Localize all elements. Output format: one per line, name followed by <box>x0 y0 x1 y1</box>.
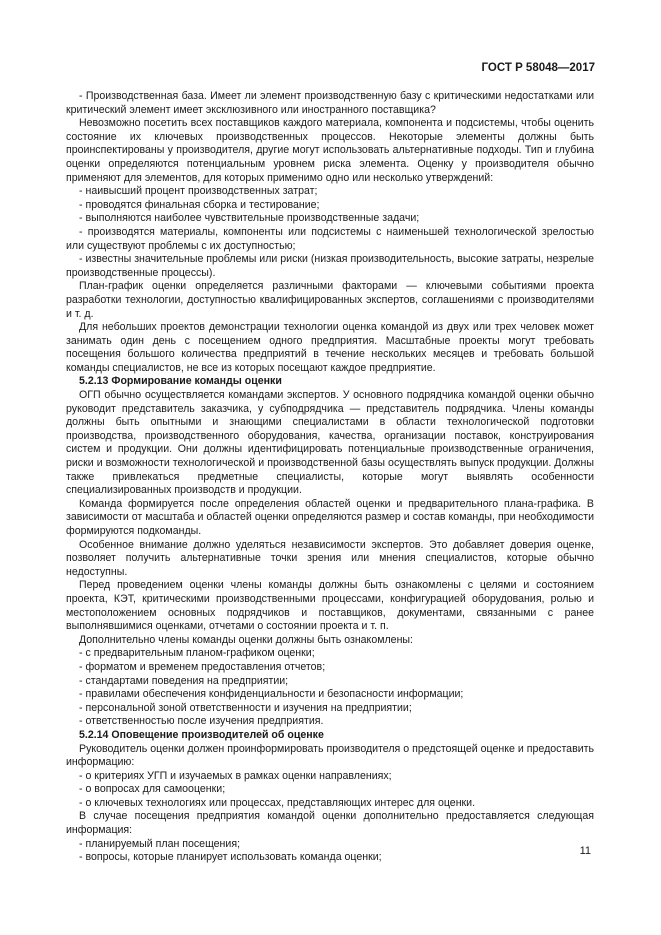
paragraph: Команда формируется после определения областей оценки и предварительного плана-графика. В зависимости от масштаба и областей оценки определяются размер и состав команды, при необходимости формируются подкоманды. <box>66 497 594 537</box>
paragraph: Руководитель оценки должен проинформировать производителя о предстоящей оценке и предоставить информацию: <box>66 742 594 769</box>
list-item: - о критериях УГП и изучаемых в рамках оценки направлениях; <box>79 769 392 782</box>
page-number: 11 <box>579 845 591 857</box>
list-item: - проводятся финальная сборка и тестирование; <box>79 198 320 211</box>
list-item: - выполняются наиболее чувствительные производственные задачи; <box>79 212 420 225</box>
document-code: ГОСТ Р 58048—2017 <box>481 62 595 74</box>
paragraph: В случае посещения предприятия командой оценки дополнительно предоставляется следующая информация: <box>66 810 594 837</box>
list-item: - наивысший процент производственных затрат; <box>79 185 318 198</box>
list-item: - персональной зоной ответственности и изучения на предприятии; <box>79 701 412 714</box>
paragraph: Перед проведением оценки члены команды должны быть ознакомлены с целями и состоянием проекта, КЭТ, критическими производственными процессами, конфигурацией оборудования, ролью и местоположением основных подрядчиков и поставщиков, документами, связанными с ранее выполнявшимися оценками, отчетами о состоянии проекта и т. п. <box>66 579 594 633</box>
list-item: - с предварительным планом-графиком оценки; <box>79 647 315 660</box>
list-item: - Производственная база. Имеет ли элемент производственную базу с критическими недостатками или критический элемент имеет эксклюзивного или иностранного поставщика? <box>66 90 594 116</box>
list-item: - производятся материалы, компоненты или подсистемы с наименьшей технологической зрелостью или существуют проблемы с их доступностью; <box>66 225 594 252</box>
list-item: - стандартами поведения на предприятии; <box>79 674 289 687</box>
list-item: - о ключевых технологиях или процессах, представляющих интерес для оценки. <box>79 796 476 809</box>
list-item: - планируемый план посещения; <box>79 837 241 850</box>
section-heading: 5.2.13 Формирование команды оценки <box>79 375 282 388</box>
paragraph: План-график оценки определяется различными факторами — ключевыми событиями проекта разработки технологии, доступностью квалифицированных экспертов, соглашениями с производителями и т. д. <box>66 280 594 320</box>
paragraph: Невозможно посетить всех поставщиков каждого материала, компонента и подсистемы, чтобы оценить состояние их ключевых производственных процессов. Некоторые элементы должны быть проинспектированы у производителя, другие могут использовать альтернативные подходы. Тип и глубина оценки определяются потенциальным уровнем риска элемента. Оценку у производителя обычно применяют для элементов, для которых применимо одно или несколько утверждений: <box>66 117 594 184</box>
list-item: - о вопросах для самооценки; <box>79 783 226 796</box>
list-item: - форматом и временем предоставления отчетов; <box>79 660 326 673</box>
list-item: - ответственностью после изучения предприятия. <box>79 715 324 728</box>
list-item: - известны значительные проблемы или риски (низкая производительность, высокие затраты, незрелые производственные процессы). <box>66 253 594 279</box>
paragraph: Особенное внимание должно уделяться независимости экспертов. Это добавляет доверия оценке, позволяет получить альтернативные точки зрения или мнения специалистов, которые обычно недоступны. <box>66 538 594 578</box>
section-heading: 5.2.14 Оповещение производителей об оценке <box>79 728 324 741</box>
document-body <box>66 90 594 865</box>
list-item: - вопросы, которые планирует использовать команда оценки; <box>79 851 382 864</box>
list-item: - правилами обеспечения конфиденциальности и безопасности информации; <box>79 688 464 701</box>
paragraph: ОГП обычно осуществляется командами экспертов. У основного подрядчика командой оценки обычно руководит представитель заказчика, у субподрядчика — представитель подрядчика. Члены команды должны быть опытными и знающими специалистами в области технологической подготовки производства, производственного оборудования, качества, организации поставок, конструирования систем и продукции. Они должны идентифицировать потенциальные производственные ограничения, риски и возможности технологической и производственной базы осуществлять выпуск продукции. Должны также привлекаться предметные специалисты, которые могут выявлять особенности специализированных производств и продукции. <box>66 389 594 497</box>
paragraph: Дополнительно члены команды оценки должны быть ознакомлены: <box>79 633 413 646</box>
paragraph: Для небольших проектов демонстрации технологии оценка командой из двух или трех человек может занимать один день с посещением одного предприятия. Масштабные проекты могут требовать посещения большого количества предприятий в течение нескольких месяцев и требовать большой команды специалистов, не все из которых посещают каждое предприятие. <box>66 321 594 374</box>
